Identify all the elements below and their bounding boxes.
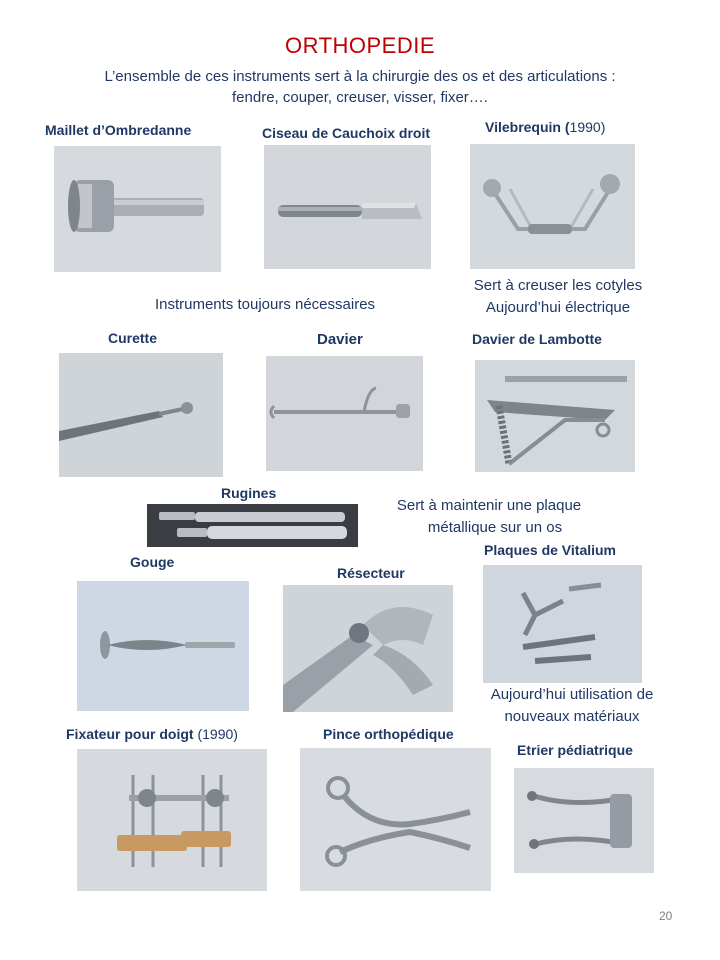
label-curette: Curette [108,330,158,346]
photo-etrier [514,768,654,873]
label-maillet: Maillet d’Ombredanne [45,122,192,138]
subtitle-line-2: fendre, couper, creuser, visser, fixer…. [232,89,488,106]
label-davier: Davier [317,331,363,348]
photo-curette [59,353,223,477]
note-vilebrequin: Sert à creuser les cotyles Aujourd’hui électrique [473,277,643,316]
label-plaques: Plaques de Vitalium [484,542,617,558]
photo-davier-lambotte [475,360,635,472]
photo-davier [266,356,423,471]
photo-rugines [147,504,358,547]
page-title: ORTHOPEDIE [284,33,436,58]
label-resecteur: Résecteur [337,565,405,581]
label-vilebrequin: Vilebrequin (1990) [485,119,606,135]
note-lambotte: Sert à maintenir une plaque métallique sur un os [396,497,582,536]
label-pince: Pince orthopédique [323,726,454,742]
label-etrier: Etrier pédiatrique [517,742,633,758]
photo-pince [300,748,491,891]
photo-gouge [77,581,249,711]
photo-ciseau [264,145,431,269]
label-rugines: Rugines [221,485,277,501]
label-davier-lambotte: Davier de Lambotte [472,331,602,347]
label-gouge: Gouge [130,554,175,570]
note-toujours: Instruments toujours nécessaires [154,296,376,313]
photo-vilebrequin [470,144,635,269]
note-plaques: Aujourd’hui utilisation de nouveaux matériaux [490,686,654,725]
page-subtitle [40,66,680,108]
label-fixateur: Fixateur pour doigt (1990) [66,726,238,742]
page-number: 20 [659,909,673,923]
subtitle-line-1: L’ensemble de ces instruments sert à la chirurgie des os et des articulations : [104,68,616,85]
photo-maillet [54,146,221,272]
photo-fixateur [77,749,267,891]
photo-plaques [483,565,642,683]
photo-resecteur [283,585,453,712]
label-ciseau: Ciseau de Cauchoix droit [262,125,431,141]
